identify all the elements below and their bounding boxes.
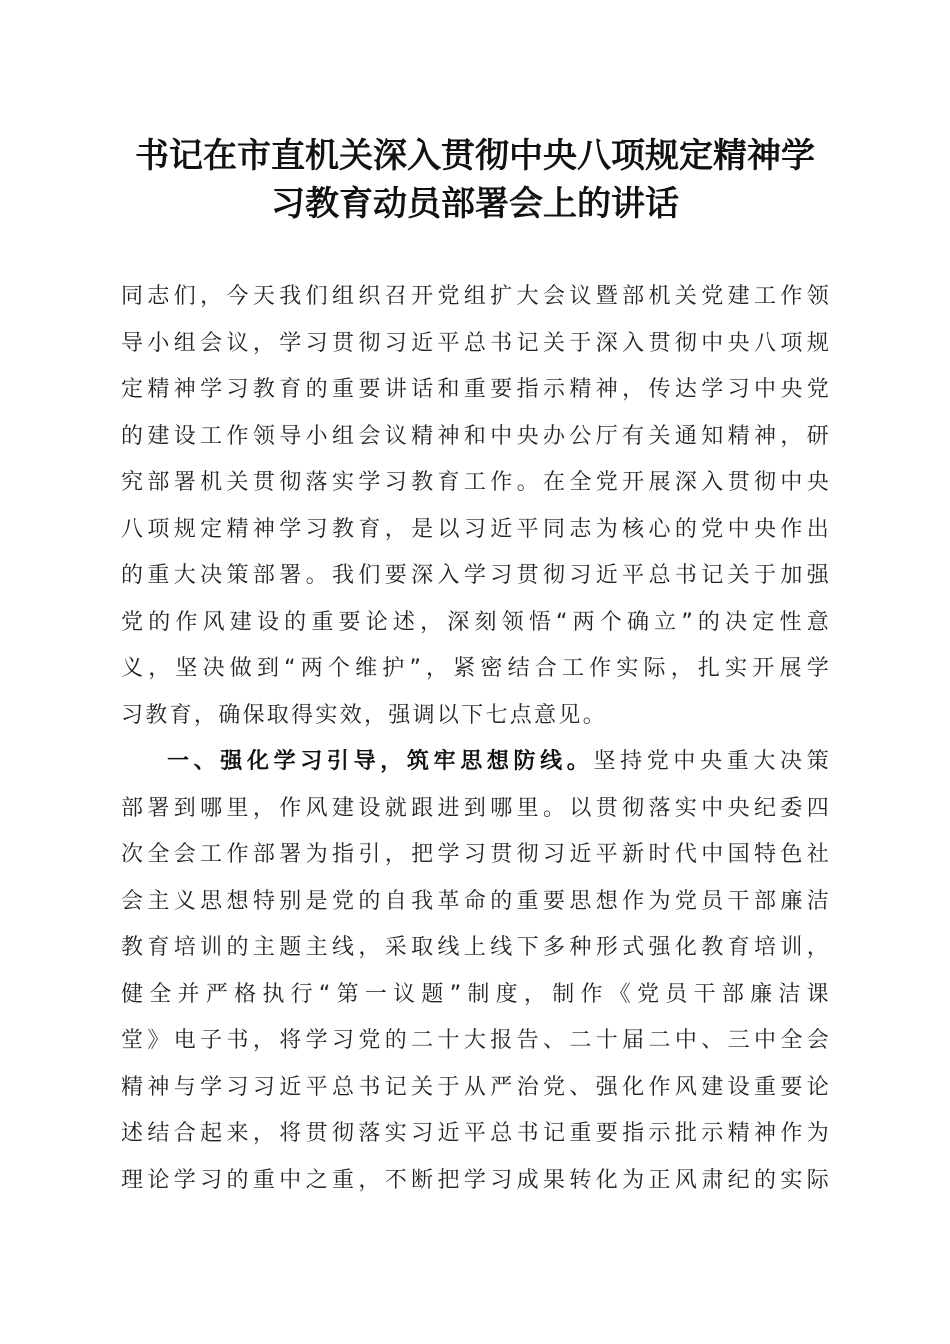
document-title [100, 132, 850, 228]
text-line: 党的作风建设的重要论述，深刻领悟“两个确立”的决定性意 [121, 609, 831, 635]
text-line: 部署到哪里，作风建设就跟进到哪里。以贯彻落实中央纪委四 [121, 795, 831, 821]
text-line: 精神与学习习近平总书记关于从严治党、强化作风建设重要论 [121, 1074, 831, 1100]
section-1-first-line-text: 坚持党中央重大决策 [593, 749, 831, 774]
text-line: 究部署机关贯彻落实学习教育工作。在全党开展深入贯彻中央 [121, 470, 831, 495]
text-line: 导小组会议，学习贯彻习近平总书记关于深入贯彻中央八项规 [121, 330, 831, 356]
text-line: 同志们，今天我们组织召开党组扩大会议暨部机关党建工作领 [121, 284, 831, 309]
text-line: 述结合起来，将贯彻落实习近平总书记重要指示批示精神作为 [121, 1121, 831, 1146]
section-1-first-line [121, 739, 831, 786]
text-line: 定精神学习教育的重要讲话和重要指示精神，传达学习中央党 [121, 377, 831, 402]
section-1-heading: 一、强化学习引导，筑牢思想防线。 [167, 749, 594, 774]
section-1 [121, 739, 831, 1204]
text-line: 次全会工作部署为指引，把学习贯彻习近平新时代中国特色社 [121, 842, 831, 867]
document-body [121, 274, 831, 1204]
text-line: 习教育，确保取得实效，强调以下七点意见。 [121, 702, 608, 728]
text-line: 会主义思想特别是党的自我革命的重要思想作为党员干部廉洁 [121, 888, 831, 914]
title-line-2: 习教育动员部署会上的讲话 [271, 184, 679, 224]
text-line: 义，坚决做到“两个维护”，紧密结合工作实际，扎实开展学 [121, 656, 831, 681]
text-line: 健全并严格执行“第一议题”制度，制作《党员干部廉洁课 [121, 981, 831, 1007]
text-line: 的重大决策部署。我们要深入学习贯彻习近平总书记关于加强 [121, 563, 831, 588]
text-line: 教育培训的主题主线，采取线上线下多种形式强化教育培训， [121, 935, 831, 960]
paragraph-intro [121, 274, 831, 739]
text-line: 堂》电子书，将学习党的二十大报告、二十届二中、三中全会 [121, 1028, 831, 1053]
title-line-1: 书记在市直机关深入贯彻中央八项规定精神学 [135, 136, 815, 176]
text-line: 理论学习的重中之重，不断把学习成果转化为正风肃纪的实际 [121, 1167, 831, 1193]
text-line: 的建设工作领导小组会议精神和中央办公厅有关通知精神，研 [121, 423, 831, 449]
text-line: 八项规定精神学习教育，是以习近平同志为核心的党中央作出 [121, 516, 831, 542]
